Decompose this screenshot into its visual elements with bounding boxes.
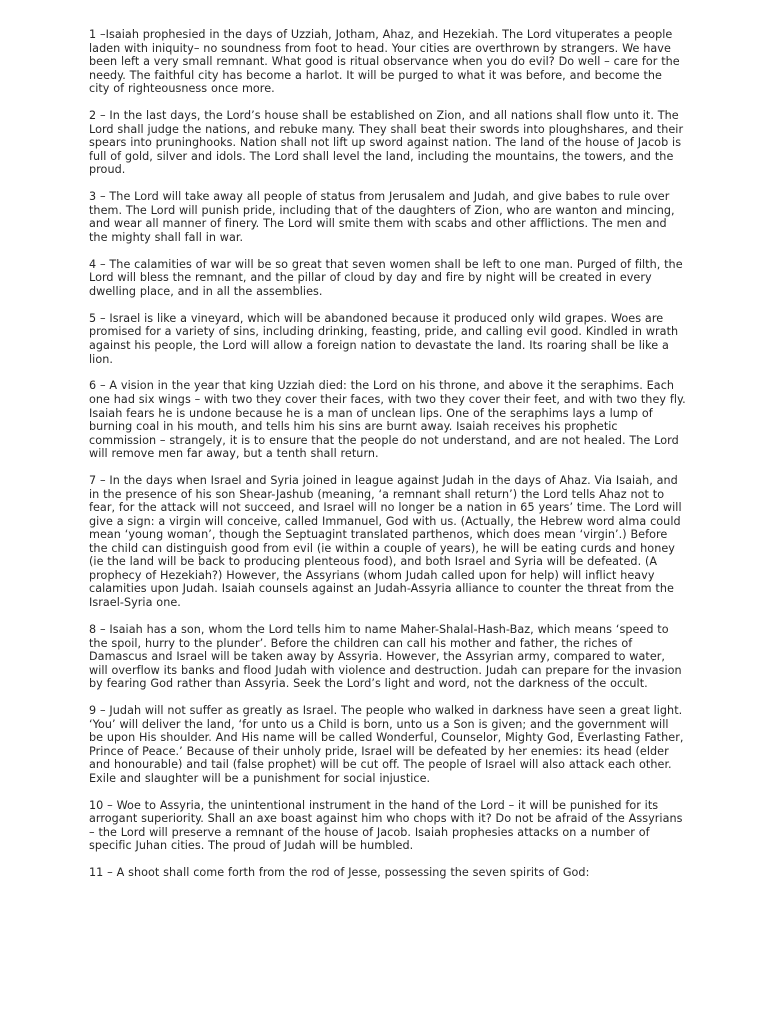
paragraph-1: 1 –Isaiah prophesied in the days of Uzziah, Jotham, Ahaz, and Hezekiah. The Lord vituperates a people laden with iniquity– no soundness from foot to head. Your cities are overthrown by strangers. We have been left a very small remnant. What good is ritual observance when you do evil? Do well – care for the needy. The faithful city has become a harlot. It will be purged to what it was before, and become the city of righteousness once more. (89, 28, 680, 96)
paragraph-9: 9 – Judah will not suffer as greatly as Israel. The people who walked in darkness have seen a great light. ‘You’ will deliver the land, ‘for unto us a Child is born, unto us a Son is given; and the government will be upon His shoulder. And His name will be called Wonderful, Counselor, Mighty God, Everlasting Father, Prince of Peace.’ Because of their unholy pride, Israel will be defeated by her enemies: its head (elder and honourable) and tail (false prophet) will be cut off. The people of Israel will also attack each other. Exile and slaughter will be a punishment for social injustice. (89, 704, 684, 785)
paragraph-10: 10 – Woe to Assyria, the unintentional instrument in the hand of the Lord – it will be punished for its arrogant superiority. Shall an axe boast against him who chops with it? Do not be afraid of the Assyrians – the Lord will preserve a remnant of the house of Jacob. Isaiah prophesies attacks on a number of specific Juhan cities. The proud of Judah will be humbled. (89, 798, 683, 853)
paragraph-11: 11 – A shoot shall come forth from the rod of Jesse, possessing the seven spirits of God: (89, 866, 590, 880)
paragraph-2: 2 – In the last days, the Lord’s house shall be established on Zion, and all nations shall flow unto it. The Lord shall judge the nations, and rebuke many. They shall beat their swords into ploughshares, and their spears into pruninghooks. Nation shall not lift up sword against nation. The land of the house of Jacob is full of gold, silver and idols. The Lord shall level the land, including the mountains, the towers, and the proud. (89, 109, 684, 177)
paragraph-5: 5 – Israel is like a vineyard, which will be abandoned because it produced only wild grapes. Woes are promised for a variety of sins, including drinking, feasting, pride, and calling evil good. Kindled in wrath against his people, the Lord will allow a foreign nation to devastate the land. Its roaring shall be like a lion. (89, 311, 679, 366)
paragraph-3: 3 – The Lord will take away all people of status from Jerusalem and Judah, and give babes to rule over them. The Lord will punish pride, including that of the daughters of Zion, who are wanton and mincing, and wear all manner of finery. The Lord will smite them with scabs and other afflictions. The men and the mighty shall fall in war. (89, 190, 675, 244)
document-page (89, 28, 686, 893)
paragraph-6: 6 – A vision in the year that king Uzziah died: the Lord on his throne, and above it the seraphims. Each one had six wings – with two they cover their faces, with two they cover their feet, and with two they fly. Isaiah fears he is undone because he is a man of unclean lips. One of the seraphims lays a lump of burning coal in his mouth, and tells him his sins are burnt away. Isaiah receives his prophetic commission – strangely, it is to ensure that the people do not understand, and are not healed. The Lord will remove men far away, but a tenth shall return. (89, 379, 686, 461)
paragraph-4: 4 – The calamities of war will be so great that seven women shall be left to one man. Purged of filth, the Lord will bless the remnant, and the pillar of cloud by day and fire by night will be created in every dwelling place, and in all the assemblies. (89, 257, 683, 298)
paragraph-8: 8 – Isaiah has a son, whom the Lord tells him to name Maher-Shalal-Hash-Baz, which means ‘speed to the spoil, hurry to the plunder’. Before the children can call his mother and father, the riches of Damascus and Israel will be taken away by Assyria. However, the Assyrian army, compared to water, will overflow its banks and flood Judah with violence and destruction. Judah can prepare for the invasion by fearing God rather than Assyria. Seek the Lord’s light and word, not the darkness of the occult. (89, 622, 682, 691)
paragraph-7: 7 – In the days when Israel and Syria joined in league against Judah in the days of Ahaz. Via Isaiah, and in the presence of his son Shear-Jashub (meaning, ‘a remnant shall return’) the Lord tells Ahaz not to fear, for the attack will not succeed, and Israel will no longer be a nation in 65 years’ time. The Lord will give a sign: a virgin will conceive, called Immanuel, God with us. (Actually, the Hebrew word alma could mean ‘young woman’, though the Septuagint translated parthenos, which does mean ‘virgin’.) Before the child can distinguish good from evil (ie within a couple of years), he will be eating curds and honey (ie the land will be back to producing plenteous food), and both Israel and Syria will be defeated. (A prophecy of Hezekiah?) However, the Assyrians (whom Judah called upon for help) will inflict heavy calamities upon Judah. Isaiah counsels against an Judah-Assyria alliance to counter the threat from the Israel-Syria one. (89, 474, 682, 610)
